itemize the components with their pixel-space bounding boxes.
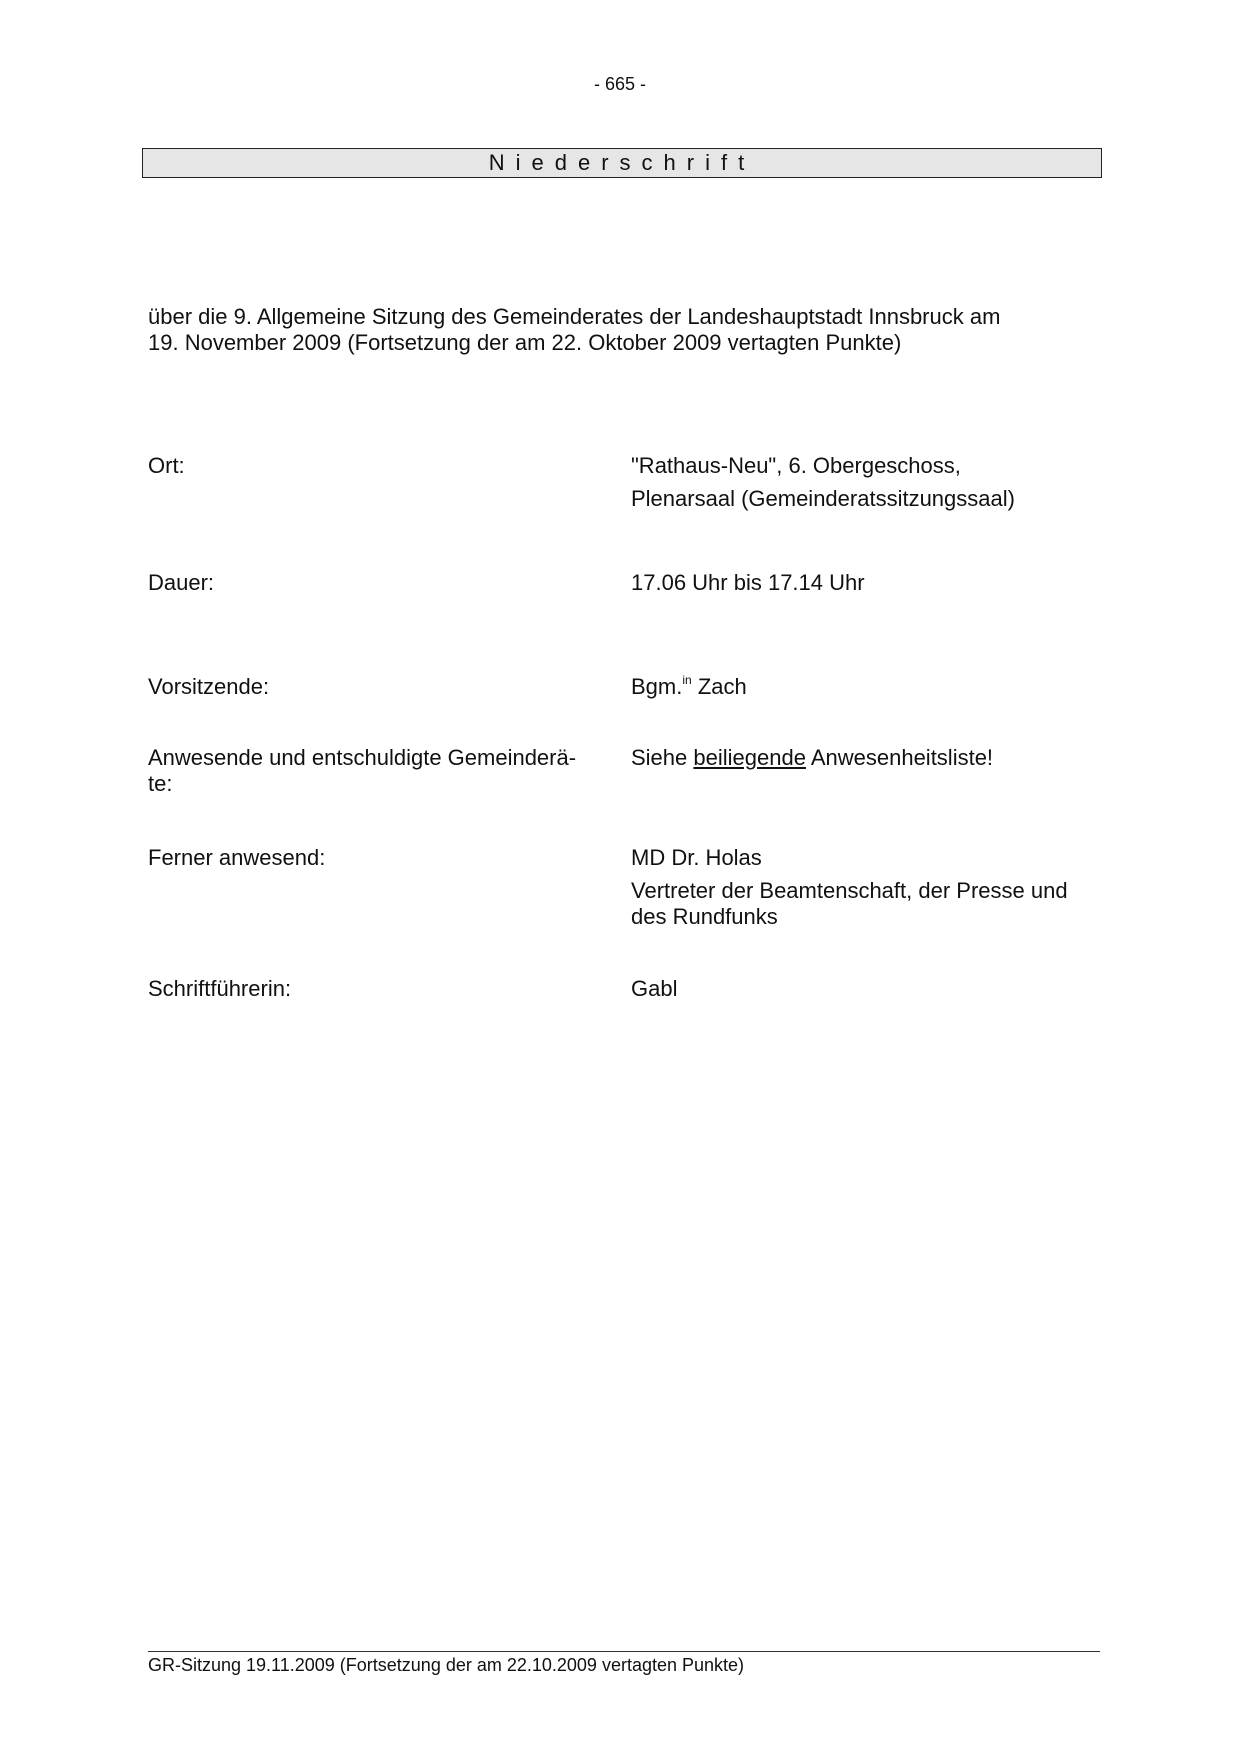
field-vorsitzende-label: Vorsitzende: [148, 674, 270, 699]
field-anwesende-label-line-2: te: [148, 771, 173, 796]
intro-line-2: 19. November 2009 (Fortsetzung der am 22. Oktober 2009 vertagten Punkte) [148, 330, 902, 355]
field-ferner-anwesend-label: Ferner anwesend: [148, 845, 326, 870]
field-schriftfuehrerin-value: Gabl [631, 976, 678, 1001]
field-dauer-label: Dauer: [148, 570, 215, 595]
page-number: - 665 - [593, 74, 647, 94]
document-title: Niederschrift [142, 148, 1102, 178]
anwesende-value-underlined: beiliegende [693, 745, 806, 770]
intro-line-1: über die 9. Allgemeine Sitzung des Gemeinderates der Landeshauptstadt Innsbruck am [148, 304, 1001, 329]
anwesende-value-suffix: Anwesenheitsliste! [805, 745, 994, 770]
anwesende-value-prefix: Siehe [631, 745, 694, 770]
vorsitzende-title-superscript: in [682, 673, 692, 687]
vorsitzende-name: Zach [691, 674, 747, 699]
field-anwesende-label [148, 745, 603, 797]
intro-paragraph [148, 304, 1108, 356]
field-schriftfuehrerin-label: Schriftführerin: [148, 976, 292, 1001]
field-ort-value-line-2: Plenarsaal (Gemeinderatssitzungssaal) [631, 486, 1015, 511]
field-anwesende-label-line-1: Anwesende und entschuldigte Gemeinderä- [148, 745, 577, 770]
field-ferner-value-line-3: des Rundfunks [631, 904, 778, 929]
field-ferner-value-line-1: MD Dr. Holas [631, 845, 762, 870]
field-ferner-anwesend-value [631, 845, 1111, 930]
field-anwesende-value [631, 745, 1111, 771]
field-dauer-value: 17.06 Uhr bis 17.14 Uhr [631, 570, 865, 595]
field-vorsitzende-value [631, 674, 1111, 700]
field-ort-value [631, 453, 1111, 512]
field-ferner-value-line-2: Vertreter der Beamtenschaft, der Presse und [631, 878, 1068, 903]
vorsitzende-title: Bgm. [631, 674, 683, 699]
footer-text: GR-Sitzung 19.11.2009 (Fortsetzung der am 22.10.2009 vertagten Punkte) [148, 1655, 745, 1675]
field-ort-label: Ort: [148, 453, 185, 478]
footer-divider [148, 1651, 1100, 1652]
field-ort-value-line-1: "Rathaus-Neu", 6. Obergeschoss, [631, 453, 961, 478]
